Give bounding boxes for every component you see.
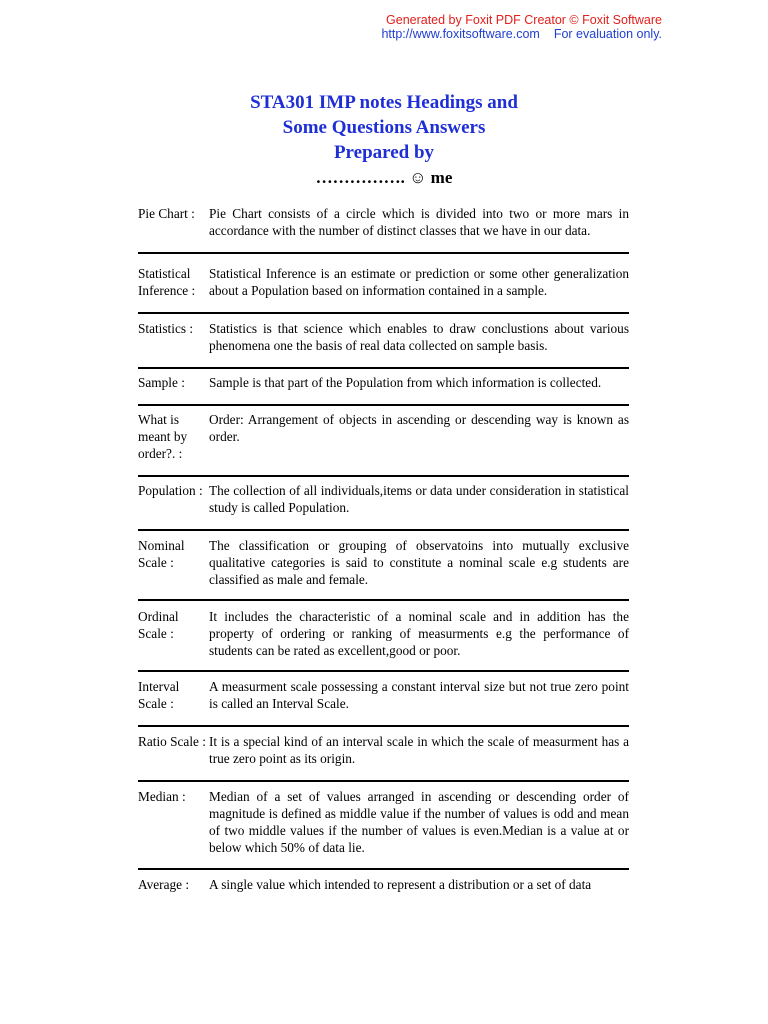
watermark-note: For evaluation only. xyxy=(553,27,662,41)
watermark-url: http://www.foxitsoftware.com xyxy=(381,27,540,41)
entry-definition: Pie Chart consists of a circle which is divided into two or more mars in accordance with the number of distinct classes that we have in our data. xyxy=(209,206,629,238)
entry-definition: It is a special kind of an interval scale in which the scale of measurment has a true zero point as its origin. xyxy=(209,734,629,766)
entry-term: Statistical Inference : xyxy=(138,266,196,298)
glossary-entry xyxy=(138,672,629,727)
entry-definition: Order: Arrangement of objects in ascending or descending way is known as order. xyxy=(209,412,629,444)
glossary-entry xyxy=(138,531,629,601)
watermark-line: Generated by Foxit PDF Creator © Foxit Software xyxy=(386,13,662,27)
entry-definition: Sample is that part of the Population from which information is collected. xyxy=(209,375,602,390)
glossary-entry xyxy=(138,254,629,314)
title-line-3: Prepared by xyxy=(333,142,435,163)
foxit-watermark xyxy=(381,13,662,41)
entry-term: Pie Chart : xyxy=(138,206,195,221)
entry-definition: A measurment scale possessing a constant interval size but not true zero point is called an Interval Scale. xyxy=(209,679,629,711)
entry-term: Sample : xyxy=(138,375,185,390)
entry-definition: Statistical Inference is an estimate or prediction or some other generalization about a Population based on information contained in a sample. xyxy=(209,266,629,298)
glossary-entry xyxy=(138,369,629,406)
document-title xyxy=(0,90,768,190)
title-line-4: ……………. ☺ me xyxy=(315,168,453,187)
entry-definition: Median of a set of values arranged in ascending or descending order of magnitude is defined as middle value if the number of values is odd and mean of two middle values if the number of values is even.Median is a value at or below which 50% of data lie. xyxy=(209,789,629,855)
glossary-entry xyxy=(138,201,629,254)
glossary-entry xyxy=(138,477,629,531)
entry-term: Average : xyxy=(138,877,190,892)
entry-definition: The collection of all individuals,items or data under consideration in statistical study is called Population. xyxy=(209,483,629,515)
glossary-list xyxy=(138,201,629,893)
glossary-entry xyxy=(138,727,629,782)
entry-term: Ratio Scale : xyxy=(138,734,206,749)
glossary-entry xyxy=(138,601,629,672)
glossary-entry xyxy=(138,314,629,369)
entry-term: Ordinal Scale : xyxy=(138,609,179,641)
glossary-entry xyxy=(138,782,629,870)
watermark-line xyxy=(381,27,662,41)
glossary-entry xyxy=(138,406,629,477)
glossary-entry xyxy=(138,870,629,893)
entry-term: Population : xyxy=(138,483,203,498)
entry-term: Interval Scale : xyxy=(138,679,180,711)
title-line-1: STA301 IMP notes Headings and xyxy=(250,92,518,113)
entry-definition: The classification or grouping of observatoins into mutually exclusive qualitative categories is said to constitute a nominal scale e.g students are classified as male and female. xyxy=(209,538,629,587)
entry-term: Median : xyxy=(138,789,186,804)
entry-definition: Statistics is that science which enables to draw conclustions about various phenomena one the basis of real data collected on sample basis. xyxy=(209,321,629,353)
entry-term: Statistics : xyxy=(138,321,194,336)
entry-definition: A single value which intended to represent a distribution or a set of data xyxy=(209,877,592,892)
entry-term: What is meant by order?. : xyxy=(138,412,188,461)
entry-term: Nominal Scale : xyxy=(138,538,185,570)
entry-definition: It includes the characteristic of a nominal scale and in addition has the property of ordering or ranking of measurments e.g the performance of students can be rated as excellent,good or poor. xyxy=(209,609,629,658)
title-line-2: Some Questions Answers xyxy=(282,117,486,138)
